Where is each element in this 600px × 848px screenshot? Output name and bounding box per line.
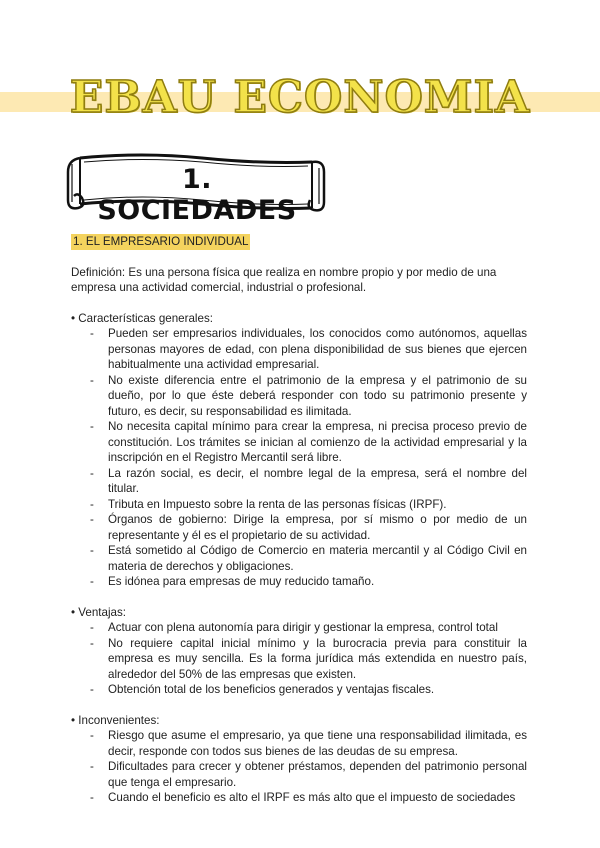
list-item: - Obtención total de los beneficios generados y ventajas fiscales. <box>90 683 435 696</box>
list-item: - La razón social, es decir, el nombre legal de la empresa, será el nombre del titular. <box>90 466 527 495</box>
definition-paragraph: Definición: Es una persona física que realiza en nombre propio y por medio de una empresa una actividad comercial, industrial o profesional. <box>71 265 497 294</box>
advantages-list <box>71 620 527 698</box>
advantages-title: • Ventajas: <box>71 605 126 619</box>
list-item: - Riesgo que asume el empresario, ya que tiene una responsabilidad ilimitada, es decir, responde con todos sus bienes de las deudas de su empresa. <box>90 729 527 758</box>
characteristics-list <box>71 326 527 590</box>
list-item: - Pueden ser empresarios individuales, los conocidos como autónomos, aquellas personas mayores de edad, con plena disponibilidad de sus bienes que ejercen habitualmente una actividad empresarial. <box>90 327 527 371</box>
section-banner-title: 1. SOCIEDADES <box>97 164 297 226</box>
characteristics-title: • Características generales: <box>71 311 213 325</box>
section-heading: 1. EL EMPRESARIO INDIVIDUAL <box>73 235 249 248</box>
list-item: - Órganos de gobierno: Dirige la empresa, por sí mismo o por medio de un representante y él es el propietario de su actividad. <box>90 513 527 542</box>
disadvantages-title: • Inconvenientes: <box>71 713 160 727</box>
list-item: - Actuar con plena autonomía para dirigir y gestionar la empresa, control total <box>90 621 498 634</box>
disadvantages-list <box>71 728 527 806</box>
list-item: - Es idónea para empresas de muy reducido tamaño. <box>90 575 375 588</box>
scroll-banner <box>62 148 330 226</box>
list-item: - No requiere capital inicial mínimo y la burocracia previa para constituir la empresa es muy sencilla. Es la forma jurídica más extendida en nuestro país, alrededor del 50% de las empresas que existen. <box>90 636 527 681</box>
page-title: EBAU ECONOMIA <box>69 72 531 123</box>
list-item: - Cuando el beneficio es alto el IRPF es más alto que el impuesto de sociedades <box>90 791 516 804</box>
list-item: - Está sometido al Código de Comercio en materia mercantil y al Código Civil en materia de derechos y obligaciones. <box>90 544 527 573</box>
document-body <box>71 234 527 821</box>
list-item: - Dificultades para crecer y obtener préstamos, dependen del patrimonio personal que tenga el empresario. <box>90 760 527 789</box>
list-item: - No necesita capital mínimo para crear la empresa, ni precisa proceso previo de constitución. Los trámites se inician al comienzo de la actividad empresarial y la inscripción en el Registro Mercantil será libre. <box>90 420 527 464</box>
list-item: - No existe diferencia entre el patrimonio de la empresa y el patrimonio de su dueño, por lo que éste deberá responder con todo su patrimonio presente y futuro, es decir, su responsabilidad es ilimitada. <box>90 373 527 418</box>
list-item: - Tributa en Impuesto sobre la renta de las personas físicas (IRPF). <box>90 497 447 511</box>
